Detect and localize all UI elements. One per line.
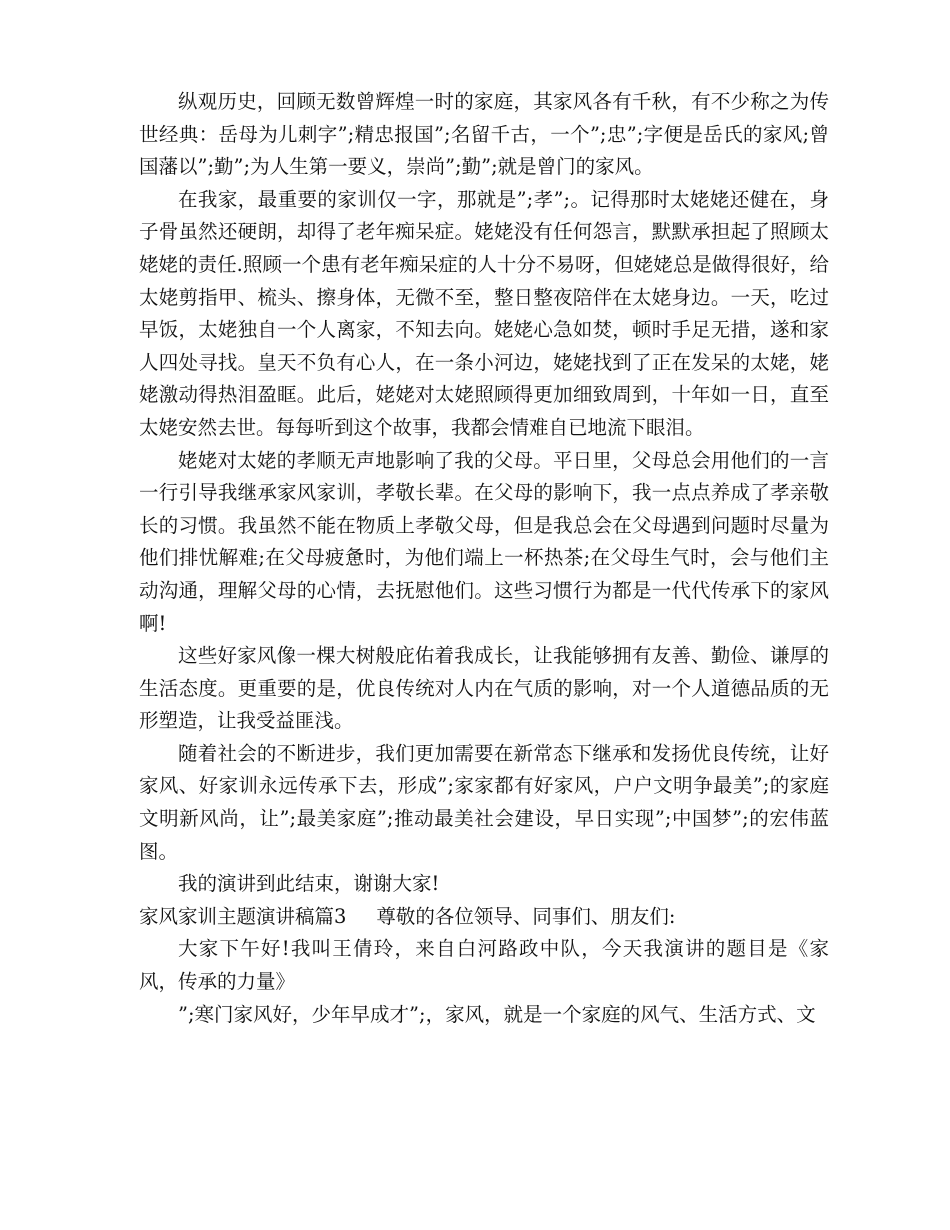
paragraph-family-motto: 在我家，最重要的家训仅一字，那就是”;孝”;。记得那时太姥姥还健在，身子骨虽然还硬朗，却得了老年痴呆症。姥姥没有任何怨言，默默承担起了照顾太姥姥的责任.照顾一个患有老年痴呆症的人十分不易呀，但姥姥总是做得很好，给太姥剪指甲、梳头、擦身体，无微不至，整日整夜陪伴在太姥身边。一天，吃过早饭，太姥独自一个人离家，不知去向。姥姥心急如焚，顿时手足无措，遂和家人四处寻找。皇天不负有心人，在一条小河边，姥姥找到了正在发呆的太姥，姥姥激动得热泪盈眶。此后，姥姥对太姥照顾得更加细致周到，十年如一日，直至太姥安然去世。每每听到这个故事，我都会情难自已地流下眼泪。	[139, 187, 829, 439]
paragraph-history: 纵观历史，回顾无数曾辉煌一时的家庭，其家风各有千秋，有不少称之为传世经典：岳母为儿刺字”;精忠报国”;名留千古，一个”;忠”;字便是岳氏的家风;曾国藩以”;勤”;为人生第一要义，崇尚”;勤”;就是曾门的家风。	[139, 90, 829, 179]
paragraph-parents-influence: 姥姥对太姥的孝顺无声地影响了我的父母。平日里，父母总会用他们的一言一行引导我继承家风家训，孝敬长辈。在父母的影响下，我一点点养成了孝亲敬长的习惯。我虽然不能在物质上孝敬父母，但是我总会在父母遇到问题时尽量为他们排忧解难;在父母疲惫时，为他们端上一杯热茶;在父母生气时，会与他们主动沟通，理解父母的心情，去抚慰他们。这些习惯行为都是一代代传承下的家风啊!	[139, 448, 829, 635]
section-heading: 家风家训主题演讲稿篇3	[139, 904, 347, 928]
section-greeting: 尊敬的各位领导、同事们、朋友们:	[376, 904, 676, 928]
section-heading-line	[139, 901, 829, 934]
document-body	[139, 86, 829, 1031]
paragraph-social-progress: 随着社会的不断进步，我们更加需要在新常态下继承和发扬优良传统，让好家风、好家训永远传承下去，形成”;家家都有好家风，户户文明争最美”;的家庭文明新风尚，让”;最美家庭”;推动最美社会建设，早日实现”;中国梦”;的宏伟蓝图。	[139, 741, 829, 863]
paragraph-closing: 我的演讲到此结束，谢谢大家!	[178, 872, 440, 896]
paragraph-continuation: ”;寒门家风好，少年早成才”;，家风，就是一个家庭的风气、生活方式、文	[178, 1002, 816, 1026]
paragraph-introduction: 大家下午好!我叫王倩玲，来自白河路政中队，今天我演讲的题目是《家风，传承的力量》	[139, 937, 829, 994]
paragraph-good-family-style: 这些好家风像一棵大树般庇佑着我成长，让我能够拥有友善、勤俭、谦厚的生活态度。更重要的是，优良传统对人内在气质的影响，对一个人道德品质的无形塑造，让我受益匪浅。	[139, 644, 829, 733]
